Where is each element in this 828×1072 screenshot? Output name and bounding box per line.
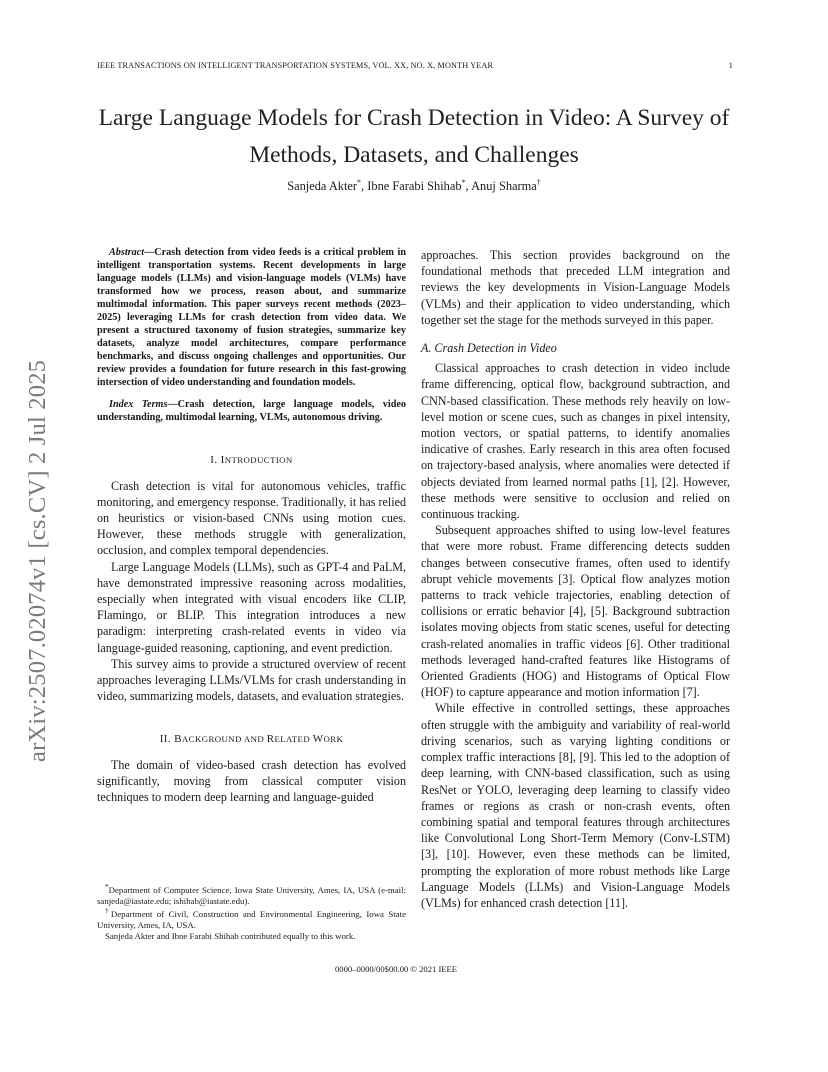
footnote-text: Sanjeda Akter and Ibne Farabi Shihab contributed equally to this work. — [105, 930, 356, 941]
index-terms-label: Index Terms — [109, 399, 168, 411]
paragraph: While effective in controlled settings, these approaches often struggle with the ambiguity and variability of real-world driving scenarios, such as varying lighting conditions or complex traffic interactions [8], [9]. This led to the adoption of deep learning, with CNN-based classification, such as using ResNet or YOLO, leveraging deep learning to classify video frames or regions as crash or non-crash events, often combining spatial and temporal features through architectures like Convolutional Long Short-Term Memory (Conv-LSTM) [3], [10]. However, even these methods can be limited, prompting the exploration of more robust methods like Large Language Models (LLMs) and Vision-Language Models (VLMs) for enhanced crash detection [11]. — [421, 701, 730, 910]
paper-title: Large Language Models for Crash Detection in Video: A Survey of Methods, Datasets, and Challenges — [98, 105, 730, 168]
section-initial: R — [266, 733, 275, 746]
copyright-line: 0000–0000/00$00.00 © 2021 IEEE — [335, 964, 458, 974]
author-name: Anuj Sharma — [471, 179, 537, 194]
section-initial: B — [174, 733, 182, 746]
author-name: Sanjeda Akter — [287, 179, 358, 194]
paragraph: This survey aims to provide a structured overview of recent approaches leveraging LLMs/VLMs for crash understanding in video, summarizing models, datasets, and evaluation strategies. — [97, 656, 406, 704]
paragraph: Crash detection is vital for autonomous vehicles, traffic monitoring, and emergency response. Traditionally, it has relied on heuristics or vision-based CNNs using motion cues. However, these methods struggle with generalization, occlusion, and complex temporal dependencies. — [97, 478, 406, 558]
journal-header: IEEE TRANSACTIONS ON INTELLIGENT TRANSPORTATION SYSTEMS, VOL. XX, NO. X, MONTH YEAR — [97, 61, 494, 70]
author-sep: , — [361, 179, 368, 194]
paragraph: approaches. This section provides background on the foundational methods that preceded LLM integration and reviews the key developments in Vision-Language Models (VLMs) and their application to video understanding, which together set the stage for the methods surveyed in this paper. — [421, 248, 730, 327]
footnote-text: Department of Computer Science, Iowa State University, Ames, IA, USA (e-mail: sanjeda@iastate.edu; ishihab@iastate.edu). — [97, 884, 406, 906]
paragraph: Subsequent approaches shifted to using low-level features that were more robust. Frame differencing detects sudden changes between consecutive frames, often used to identify abrupt vehicle movements [3]. Optical flow analyzes motion patterns to track vehicle trajectories, enabling detection of collisions or erratic behavior [4], [5]. Background subtraction isolates moving objects from static scenes, useful for detecting crash-related anomalies in traffic videos [6]. Other traditional methods leveraged hand-crafted features like Histograms of Oriented Gradients (HOG) and Histograms of Optical Flow (HOF) to capture appearance and motion information [7]. — [421, 523, 730, 700]
right-column — [421, 247, 730, 911]
index-terms — [97, 399, 406, 425]
subsection-heading: A. Crash Detection in Video — [421, 341, 557, 356]
footnote-mark: † — [105, 906, 111, 916]
section-number: II. — [159, 733, 175, 746]
footnotes — [97, 882, 406, 941]
author-mark: * — [357, 178, 362, 187]
author-mark: * — [461, 178, 466, 187]
section-rest: ORK — [323, 734, 344, 745]
section-rest: NTRODUCTION — [224, 455, 293, 466]
section-heading-introduction — [97, 452, 406, 468]
paragraph: Classical approaches to crash detection in video include frame differencing, optical flow, background subtraction, and CNN-based classification. These methods rely heavily on low-level motion or scene cues, such as changes in pixel intensity, motion vectors, or spatial patterns, to identify anomalies indicative of crashes. Early research in this area often focused on trajectory-based analysis, where anomalies were detected if objects deviated from learned normal paths [1], [2]. However, these methods were sensitive to occlusion and relied on continuous tracking. — [421, 361, 730, 522]
arxiv-identifier: arXiv:2507.02074v1 [cs.CV] 2 Jul 2025 — [24, 359, 51, 762]
left-column — [97, 247, 406, 805]
section-number: I. — [210, 454, 221, 467]
footnote — [97, 931, 406, 942]
footnote-text: Department of Civil, Construction and Environmental Engineering, Iowa State University, Ames, IA, USA. — [97, 909, 406, 930]
abstract-text: —Crash detection from video feeds is a critical problem in intelligent transportation systems. Recent developments in large language models (LLMs) and vision-language models (VLMs) have transformed how we process, reason about, and summarize multimodal information. This paper surveys recent methods (2023–2025) leveraging LLMs for crash detection from video data. We present a structured taxonomy of fusion strategies, summarize key datasets, analyze model architectures, compare performance benchmarks, and discuss ongoing challenges and opportunities. Our review provides a foundation for future research in this fast-growing intersection of video understanding and foundation models. — [97, 247, 406, 388]
section-rest: ACKGROUND AND — [181, 734, 267, 745]
running-header — [97, 61, 733, 70]
paragraph: The domain of video-based crash detection has evolved significantly, moving from classical computer vision techniques to modern deep learning and language-guided — [97, 757, 406, 805]
index-terms-text: —Crash detection, large language models, video understanding, multimodal learning, VLMs, autonomous driving. — [97, 399, 406, 424]
footnote — [97, 906, 406, 930]
paragraph: Large Language Models (LLMs), such as GPT-4 and PaLM, have demonstrated impressive reasoning across modalities, especially when integrated with visual encoders like CLIP, Flamingo, or BLIP. This integration introduces a new paradigm: interpreting crash-related events in video via language-guided reasoning, captioning, and event prediction. — [97, 559, 406, 655]
section-initial: W — [312, 733, 324, 746]
author-list — [60, 178, 768, 194]
page-number: 1 — [728, 61, 733, 70]
author-name: Ibne Farabi Shihab — [367, 179, 462, 194]
author-sep: , — [465, 179, 472, 194]
section-rest: ELATED — [274, 734, 313, 745]
abstract-label: Abstract — [109, 247, 145, 258]
footnote — [97, 882, 406, 906]
author-mark: † — [536, 178, 541, 187]
abstract — [97, 247, 406, 389]
section-heading-background — [97, 731, 406, 747]
section-initial: I — [220, 454, 225, 467]
footnote-mark: * — [105, 882, 109, 891]
